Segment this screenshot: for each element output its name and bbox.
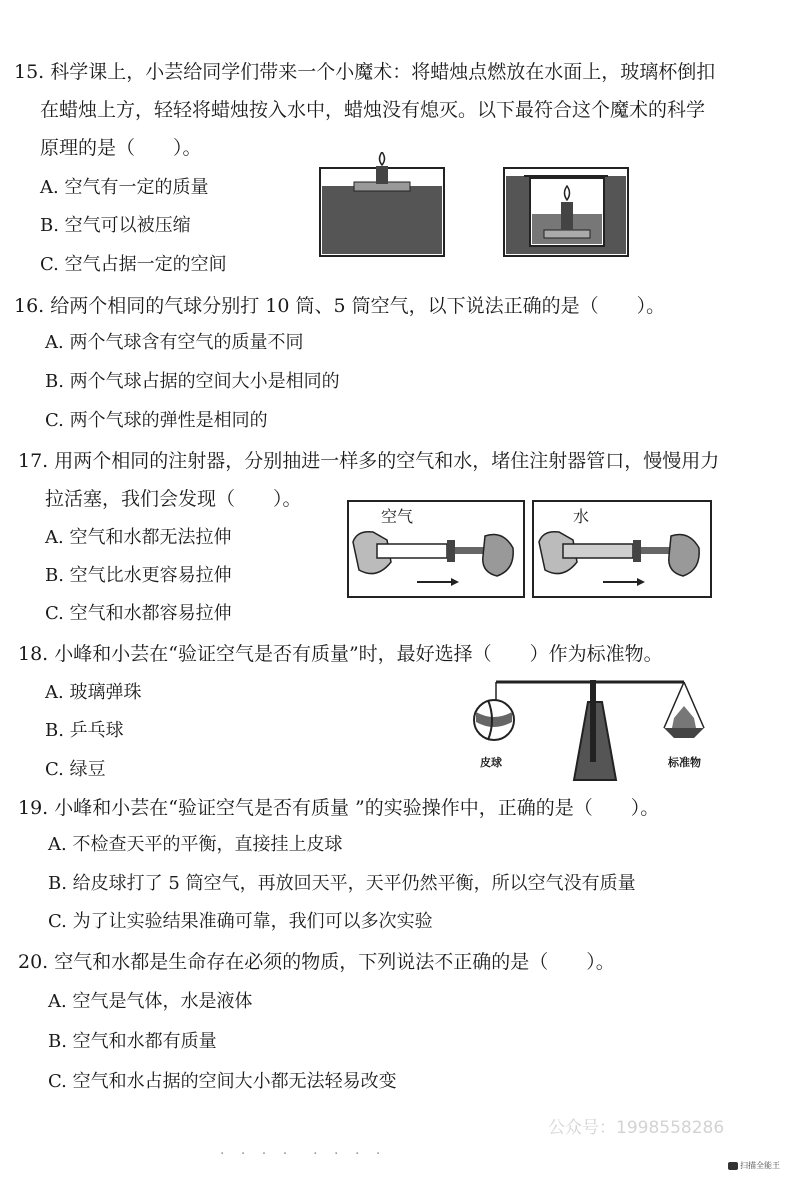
q16-option-c: C. 两个气球的弹性是相同的 <box>45 410 268 431</box>
q20-option-b: B. 空气和水都有质量 <box>48 1031 217 1052</box>
candle-experiment-figure <box>318 152 648 262</box>
q18-option-c: C. 绿豆 <box>45 759 106 780</box>
q19-option-a: A. 不检查天平的平衡，直接挂上皮球 <box>48 834 343 855</box>
q17-line-1: 17. 用两个相同的注射器，分别抽进一样多的空气和水，堵住注射器管口，慢慢用力 <box>18 450 720 472</box>
q17-option-b: B. 空气比水更容易拉伸 <box>45 565 232 586</box>
q18-option-b: B. 乒乓球 <box>45 720 124 741</box>
q15-line-1: 15. 科学课上，小芸给同学们带来一个小魔术：将蜡烛点燃放在水面上，玻璃杯倒扣 <box>14 61 716 83</box>
air-label: 空气 <box>381 507 414 526</box>
q20-option-a: A. 空气是气体，水是液体 <box>48 991 253 1012</box>
q16-line-1: 16. 给两个相同的气球分别打 10 筒、5 筒空气，以下说法正确的是（ ）。 <box>14 295 666 317</box>
water-label: 水 <box>573 507 590 526</box>
q20-line-1: 20. 空气和水都是生命存在必须的物质，下列说法不正确的是（ ）。 <box>18 951 615 973</box>
scanner-brand <box>728 1160 780 1171</box>
watermark: 公众号：1998558286 <box>548 1118 725 1138</box>
balance-figure <box>466 676 726 786</box>
q15-option-b: B. 空气可以被压缩 <box>40 215 191 236</box>
q19-option-b: B. 给皮球打了 5 筒空气，再放回天平，天平仍然平衡，所以空气没有质量 <box>48 873 636 894</box>
scanner-brand-label: 扫描全能王 <box>740 1161 780 1170</box>
q16-option-b: B. 两个气球占据的空间大小是相同的 <box>45 371 340 392</box>
ball-icon <box>474 700 514 740</box>
q18-option-a: A. 玻璃弹珠 <box>45 682 142 703</box>
syringe-figure <box>347 500 713 600</box>
page-footer-blur: · · · · · · · · <box>220 1146 387 1162</box>
q15-option-c: C. 空气占据一定的空间 <box>40 254 227 275</box>
q16-option-a: A. 两个气球含有空气的质量不同 <box>45 332 304 353</box>
q20-option-c: C. 空气和水占据的空间大小都无法轻易改变 <box>48 1071 397 1092</box>
cup-over-candle-diagram <box>504 168 628 256</box>
q17-line-2: 拉活塞，我们会发现（ ）。 <box>45 488 302 510</box>
standard-weight-icon <box>664 682 704 738</box>
q19-option-c: C. 为了让实验结果准确可靠，我们可以多次实验 <box>48 911 433 932</box>
water-syringe-panel <box>533 501 711 597</box>
q17-option-a: A. 空气和水都无法拉伸 <box>45 527 232 548</box>
air-syringe-panel <box>348 501 524 597</box>
q15-option-a: A. 空气有一定的质量 <box>40 177 209 198</box>
q18-line-1: 18. 小峰和小芸在“验证空气是否有质量”时，最好选择（ ）作为标准物。 <box>18 643 663 665</box>
q15-line-2: 在蜡烛上方，轻轻将蜡烛按入水中，蜡烛没有熄灭。以下最符合这个魔术的科学 <box>40 99 706 121</box>
ball-label: 皮球 <box>480 756 502 769</box>
q17-option-c: C. 空气和水都容易拉伸 <box>45 603 232 624</box>
candle-on-water-diagram <box>320 152 444 256</box>
q19-line-1: 19. 小峰和小芸在“验证空气是否有质量 ”的实验操作中，正确的是（ ）。 <box>18 797 660 819</box>
scanner-logo-icon <box>728 1162 738 1170</box>
q15-line-3: 原理的是（ ）。 <box>40 137 202 159</box>
standard-weight-label: 标准物 <box>668 756 701 769</box>
